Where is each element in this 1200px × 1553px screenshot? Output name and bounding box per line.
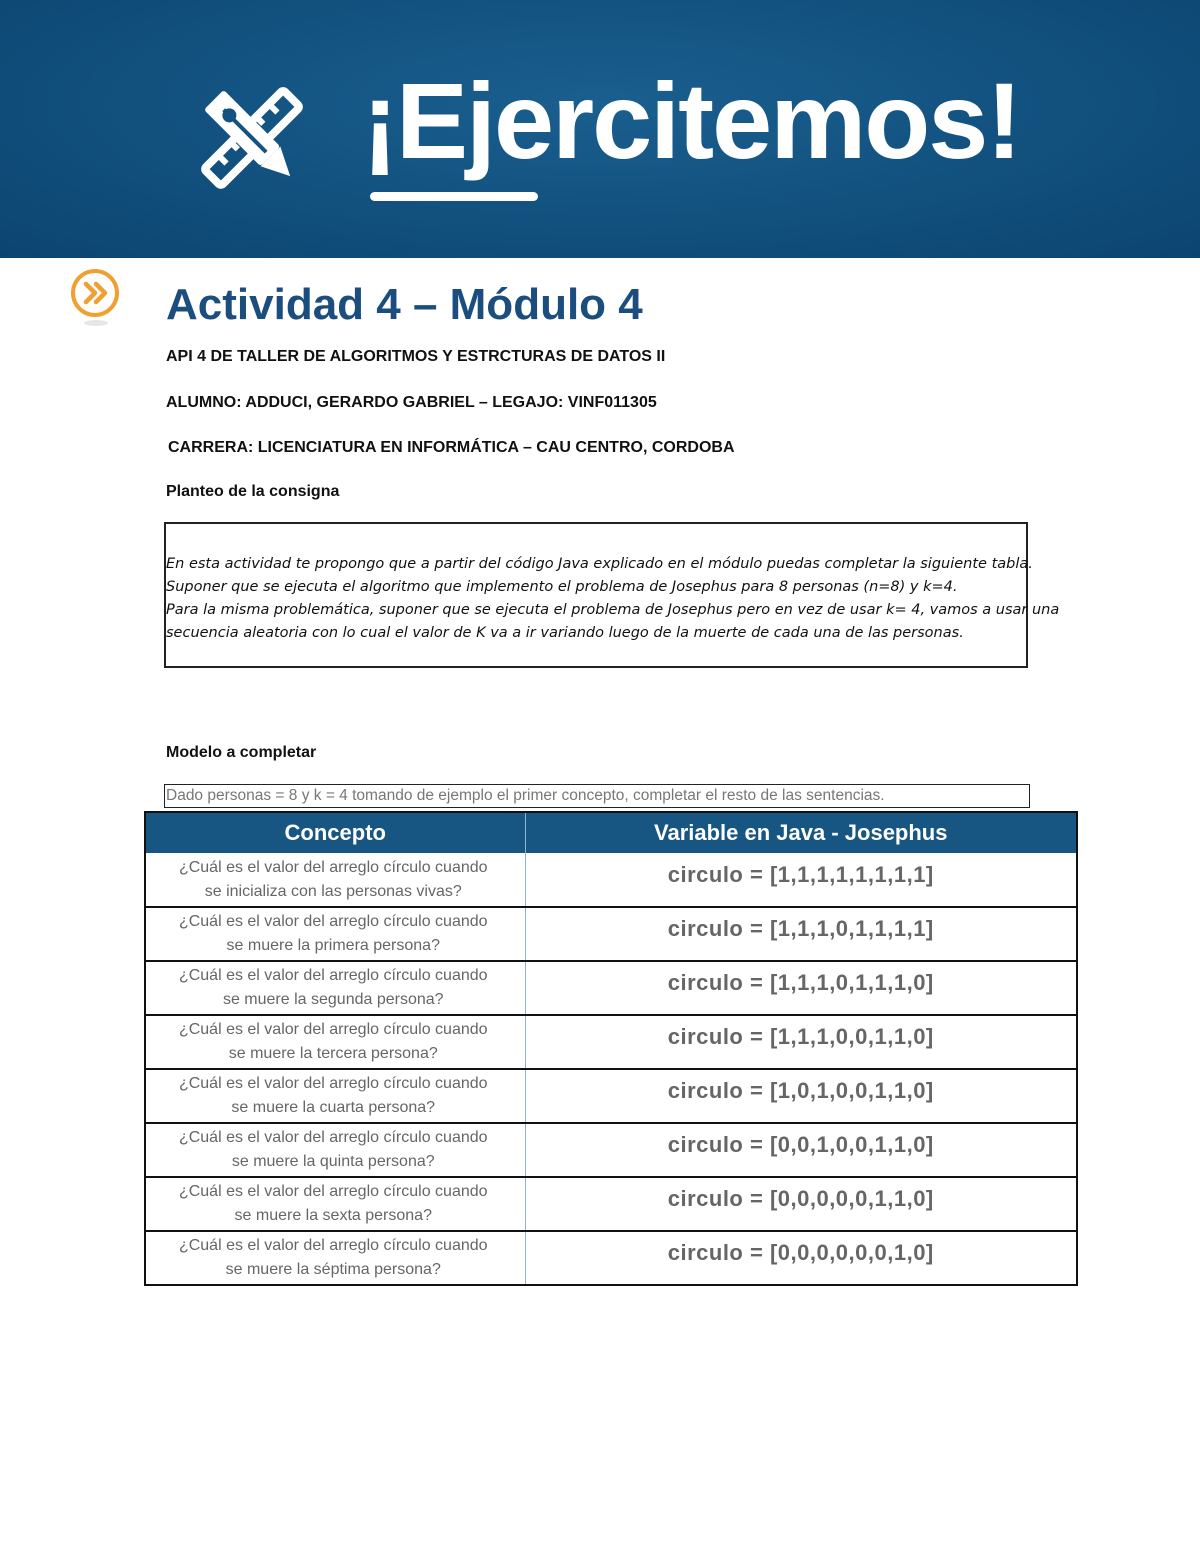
table-row: [145, 961, 1077, 1015]
concept-text: se muere la segunda persona?: [222, 991, 444, 1008]
consigna-label: Planteo de la consigna: [166, 483, 340, 500]
concept-text: ¿Cuál es el valor del arreglo círculo cuando: [178, 967, 488, 984]
table-row: [145, 1231, 1077, 1285]
concept-text: ¿Cuál es el valor del arreglo círculo cuando: [178, 1237, 488, 1254]
concept-text: ¿Cuál es el valor del arreglo círculo cuando: [178, 858, 488, 876]
concept-text: ¿Cuál es el valor del arreglo círculo cuando: [178, 913, 488, 930]
concept-text: ¿Cuál es el valor del arreglo círculo cuando: [178, 1129, 488, 1146]
consigna-line: Para la misma problemática, suponer que se ejecuta el problema de Josephus pero en vez de usar k= 4, vamos a usar una: [166, 602, 1060, 618]
consigna-box: [164, 522, 1060, 668]
value-cell: circulo = [0,0,1,0,0,1,1,0]: [525, 1123, 1077, 1177]
concept-cell: [145, 1123, 525, 1177]
example-instruction: Dado personas = 8 y k = 4 tomando de ejemplo el primer concepto, completar el resto de las sentencias.: [164, 784, 1030, 808]
value-cell: circulo = [1,1,1,0,0,1,1,0]: [525, 1015, 1077, 1069]
activity-title: Actividad 4 – Módulo 4: [166, 280, 643, 329]
concept-text: se muere la tercera persona?: [228, 1045, 438, 1062]
value-cell: circulo = [1,0,1,0,0,1,1,0]: [525, 1069, 1077, 1123]
concept-text: se inicializa con las personas vivas?: [204, 882, 462, 900]
consigna-line: En esta actividad te propongo que a partir del código Java explicado en el módulo puedas completar la siguiente tabla.: [166, 556, 1033, 572]
banner-underline: [370, 192, 538, 201]
concept-cell: [145, 853, 525, 907]
value-cell: circulo = [0,0,0,0,0,1,1,0]: [525, 1177, 1077, 1231]
concept-cell: [145, 907, 525, 961]
modelo-label: Modelo a completar: [166, 744, 317, 761]
table-row: [145, 907, 1077, 961]
value-cell: circulo = [1,1,1,1,1,1,1,1]: [525, 853, 1077, 907]
student-line: ALUMNO: ADDUCI, GERARDO GABRIEL – LEGAJO: VINF011305: [166, 394, 657, 411]
table-row: [145, 1069, 1077, 1123]
concept-cell: [145, 1231, 525, 1285]
concept-text: se muere la cuarta persona?: [231, 1099, 436, 1116]
course-line: API 4 DE TALLER DE ALGORITMOS Y ESTRCTURAS DE DATOS II: [166, 348, 666, 365]
column-header-variable: Variable en Java - Josephus: [525, 812, 1077, 853]
concept-cell: [145, 961, 525, 1015]
banner-title: ¡Ejercitemos!: [362, 60, 1021, 181]
double-chevron-right-icon: [68, 268, 124, 328]
career-line: CARRERA: LICENCIATURA EN INFORMÁTICA – CAU CENTRO, CORDOBA: [168, 439, 735, 456]
consigna-line: Suponer que se ejecuta el algoritmo que implemento el problema de Josephus para 8 personas (n=8) y k=4.: [166, 579, 958, 595]
concept-text: ¿Cuál es el valor del arreglo círculo cuando: [178, 1183, 488, 1200]
header-banner: [0, 0, 1200, 258]
josephus-table: [144, 811, 1078, 1286]
table-row: [145, 1015, 1077, 1069]
consigna-line: secuencia aleatoria con lo cual el valor de K va a ir variando luego de la muerte de cada una de las personas.: [166, 625, 964, 641]
concept-text: se muere la primera persona?: [226, 937, 440, 954]
pencil-ruler-icon: [192, 78, 312, 198]
concept-cell: [145, 1015, 525, 1069]
concept-text: se muere la quinta persona?: [231, 1153, 435, 1170]
value-cell: circulo = [1,1,1,0,1,1,1,1]: [525, 907, 1077, 961]
table-row: [145, 853, 1077, 907]
concept-text: ¿Cuál es el valor del arreglo círculo cuando: [178, 1075, 488, 1092]
concept-text: se muere la séptima persona?: [225, 1261, 441, 1278]
concept-cell: [145, 1177, 525, 1231]
column-header-concepto: Concepto: [145, 812, 525, 853]
concept-text: ¿Cuál es el valor del arreglo círculo cuando: [178, 1021, 488, 1038]
concept-text: se muere la sexta persona?: [234, 1207, 432, 1224]
value-cell: circulo = [1,1,1,0,1,1,1,0]: [525, 961, 1077, 1015]
value-cell: circulo = [0,0,0,0,0,0,1,0]: [525, 1231, 1077, 1285]
table-row: [145, 1123, 1077, 1177]
concept-cell: [145, 1069, 525, 1123]
table-row: [145, 1177, 1077, 1231]
